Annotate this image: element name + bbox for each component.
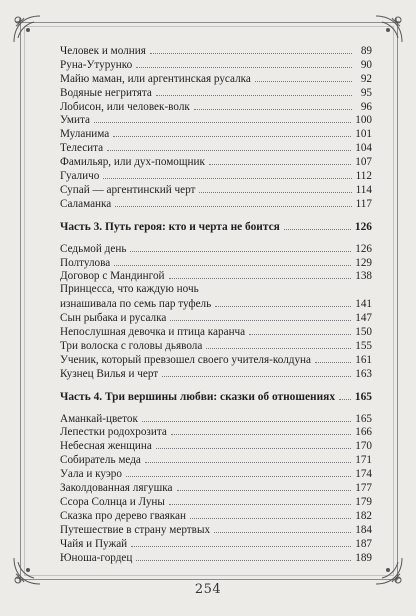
toc-entry-title: Аманкай-цветок: [60, 412, 138, 425]
toc-entry-page: 182: [355, 509, 372, 522]
toc-entry: [60, 127, 372, 141]
toc-entry-page: 171: [355, 454, 372, 467]
toc-entry-title: Юноша-гордец: [60, 551, 133, 564]
dot-leader: [107, 141, 351, 151]
toc-entry-page: 163: [355, 367, 372, 380]
dot-leader: [249, 325, 351, 335]
dot-leader: [142, 412, 351, 422]
dot-leader: [103, 169, 351, 179]
toc-entry-page: 96: [360, 100, 372, 113]
toc-entry-page: 92: [360, 72, 372, 85]
toc-entry-title: Кузнец Вилья и черт: [60, 367, 159, 380]
toc-entry: [60, 367, 372, 381]
part-heading-title: Часть 4. Три вершины любви: сказки об отношениях: [60, 390, 336, 403]
dot-leader: [209, 155, 351, 165]
toc-entry: [60, 44, 372, 58]
toc-entry: [60, 311, 372, 325]
toc-entry-page: 147: [355, 312, 372, 325]
toc-entry-title: Сын рыбака и русалка: [60, 312, 167, 325]
corner-ornament-icon: [372, 12, 406, 46]
toc-entry-page: 184: [355, 523, 372, 536]
toc-entry: [60, 425, 372, 439]
toc-entry-title: Принцесса, что каждую ночь: [60, 283, 199, 296]
toc-entry: [60, 339, 372, 353]
part-heading-page: 165: [354, 390, 372, 403]
toc-entry-title: Руна-Утурунко: [60, 58, 133, 71]
toc-entry-page: 112: [355, 170, 372, 183]
part-heading-title: Часть 3. Путь героя: кто и черта не боится: [60, 220, 280, 233]
dot-leader: [150, 44, 352, 54]
dot-leader: [177, 481, 352, 491]
toc-entry: [60, 169, 372, 183]
dot-leader: [156, 439, 351, 449]
dot-leader: [171, 425, 351, 435]
toc-entry-page: 150: [355, 326, 372, 339]
toc-entry: [60, 197, 372, 211]
toc-entry-title: Полтулова: [60, 256, 111, 269]
dot-leader: [115, 197, 351, 207]
toc-entry-title: Человек и молния: [60, 45, 146, 57]
toc-entry-page: 138: [355, 270, 372, 283]
toc-entry-title: Телесита: [60, 142, 104, 155]
toc-entry-title: Небесная женщина: [60, 440, 152, 453]
dot-leader: [206, 339, 351, 349]
toc-entry-page: 90: [360, 58, 372, 71]
toc-entry-page: 187: [355, 537, 372, 550]
dot-leader: [199, 183, 351, 193]
part-heading: [60, 390, 372, 405]
toc-entry-page: 107: [355, 156, 372, 169]
toc-entry-title: Саламанка: [60, 197, 112, 210]
toc-entry: [60, 242, 372, 256]
page-number: 254: [194, 582, 222, 597]
dot-leader: [315, 353, 351, 363]
dot-leader: [214, 523, 351, 533]
toc-entry: [60, 439, 372, 453]
dot-leader: [156, 86, 352, 96]
toc-entry-title: Лепестки родохрозита: [60, 426, 167, 439]
toc-entry: [60, 141, 372, 155]
toc-entry-title: Водяные негритята: [60, 86, 152, 99]
toc-entry-page: 177: [355, 482, 372, 495]
corner-ornament-icon: [10, 12, 44, 46]
dot-leader: [215, 297, 351, 307]
toc-entry-page: 100: [355, 114, 372, 127]
toc-entry-page: 117: [355, 197, 372, 210]
dot-leader: [190, 509, 351, 519]
toc-entry-title: Три волоска с головы дьявола: [60, 339, 203, 352]
toc-entry-page: 104: [355, 142, 372, 155]
toc-entry-title: Гуаличо: [60, 170, 100, 183]
toc-entry-title: Фамильяр, или дух-помощник: [60, 156, 205, 169]
toc-entry: [60, 453, 372, 467]
toc-entry: [60, 155, 372, 169]
toc-entry-title: Путешествие в страну мертвых: [60, 523, 211, 536]
toc-entry: [60, 551, 372, 565]
toc-entry-page: 101: [355, 128, 372, 141]
toc-entry-title: Ссора Солнца и Луны: [60, 495, 165, 508]
part-heading: [60, 220, 372, 235]
toc-entry: [60, 58, 372, 72]
toc-entry: [60, 113, 372, 127]
toc-entry: [60, 509, 372, 523]
toc-entry: [60, 269, 372, 283]
dot-leader: [145, 453, 351, 463]
toc-entry-page: 161: [355, 353, 372, 366]
toc-entry-title: Сказка про дерево гваякан: [60, 509, 186, 522]
toc-entry-page: 89: [360, 45, 372, 57]
toc-entry: [60, 297, 372, 311]
toc-entry-title: Лобисон, или человек-волк: [60, 100, 190, 113]
toc-entry: [60, 325, 372, 339]
toc-entry: [60, 72, 372, 86]
toc-entry-title: Чайя и Пужай: [60, 537, 128, 550]
toc-entry-page: 126: [355, 242, 372, 255]
toc-entry: [60, 481, 372, 495]
toc-entry: [60, 86, 372, 100]
dot-leader: [284, 220, 351, 230]
toc-entry-title: Умита: [60, 114, 90, 127]
toc-entry-title-continued: изнашивала по семь пар туфель: [60, 298, 212, 311]
toc-entry-title: Майю маман, или аргентинская русалка: [60, 72, 251, 85]
toc-entry: [60, 353, 372, 367]
toc-entry-page: 166: [355, 426, 372, 439]
toc-entry: [60, 256, 372, 270]
toc-entry-page: 165: [355, 412, 372, 425]
toc-entry-title: Собиратель меда: [60, 454, 141, 467]
toc-entry-page: 141: [355, 298, 372, 311]
dot-leader: [136, 551, 351, 561]
toc-entry-page: 179: [355, 495, 372, 508]
dot-leader: [130, 242, 351, 252]
dot-leader: [194, 100, 352, 110]
dot-leader: [255, 72, 352, 82]
toc-entry: [60, 537, 372, 551]
toc-entry-page: 129: [355, 256, 372, 269]
part-heading-page: 126: [354, 220, 372, 233]
dot-leader: [162, 367, 351, 377]
toc-entry-page: 155: [355, 339, 372, 352]
toc-entry-title: Муланима: [60, 128, 110, 141]
toc-entry-page: 174: [355, 468, 372, 481]
toc-entry-title: Договор с Мандингой: [60, 270, 165, 283]
toc-entry-first-line: [60, 283, 372, 297]
toc-entry-page: 95: [360, 86, 372, 99]
toc-entry-title: Заколдованная лягушка: [60, 482, 173, 495]
toc-entry: [60, 467, 372, 481]
toc-entry-title: Супай — аргентинский черт: [60, 183, 196, 196]
dot-leader: [126, 467, 351, 477]
toc-entry: [60, 523, 372, 537]
dot-leader: [339, 390, 351, 400]
toc-entry-title: Непослушная девочка и птица каранча: [60, 326, 246, 339]
dot-leader: [113, 127, 351, 137]
dot-leader: [131, 537, 351, 547]
toc-entry-title: Уала и куэро: [60, 468, 122, 481]
toc-entry: [60, 100, 372, 114]
dot-leader: [114, 256, 351, 266]
toc-entry-page: 170: [355, 440, 372, 453]
toc-entry-title: Седьмой день: [60, 242, 127, 255]
toc-entry: [60, 183, 372, 197]
toc-entry: [60, 412, 372, 426]
toc-entry-title: Ученик, который превзошел своего учителя-колдуна: [60, 353, 312, 366]
dot-leader: [169, 269, 352, 279]
toc-entry-page: 114: [355, 183, 372, 196]
dot-leader: [170, 311, 351, 321]
toc-entry-page: 189: [355, 551, 372, 564]
toc-entry: [60, 495, 372, 509]
dot-leader: [94, 113, 351, 123]
dot-leader: [169, 495, 351, 505]
table-of-contents: [60, 44, 372, 564]
dot-leader: [136, 58, 352, 68]
